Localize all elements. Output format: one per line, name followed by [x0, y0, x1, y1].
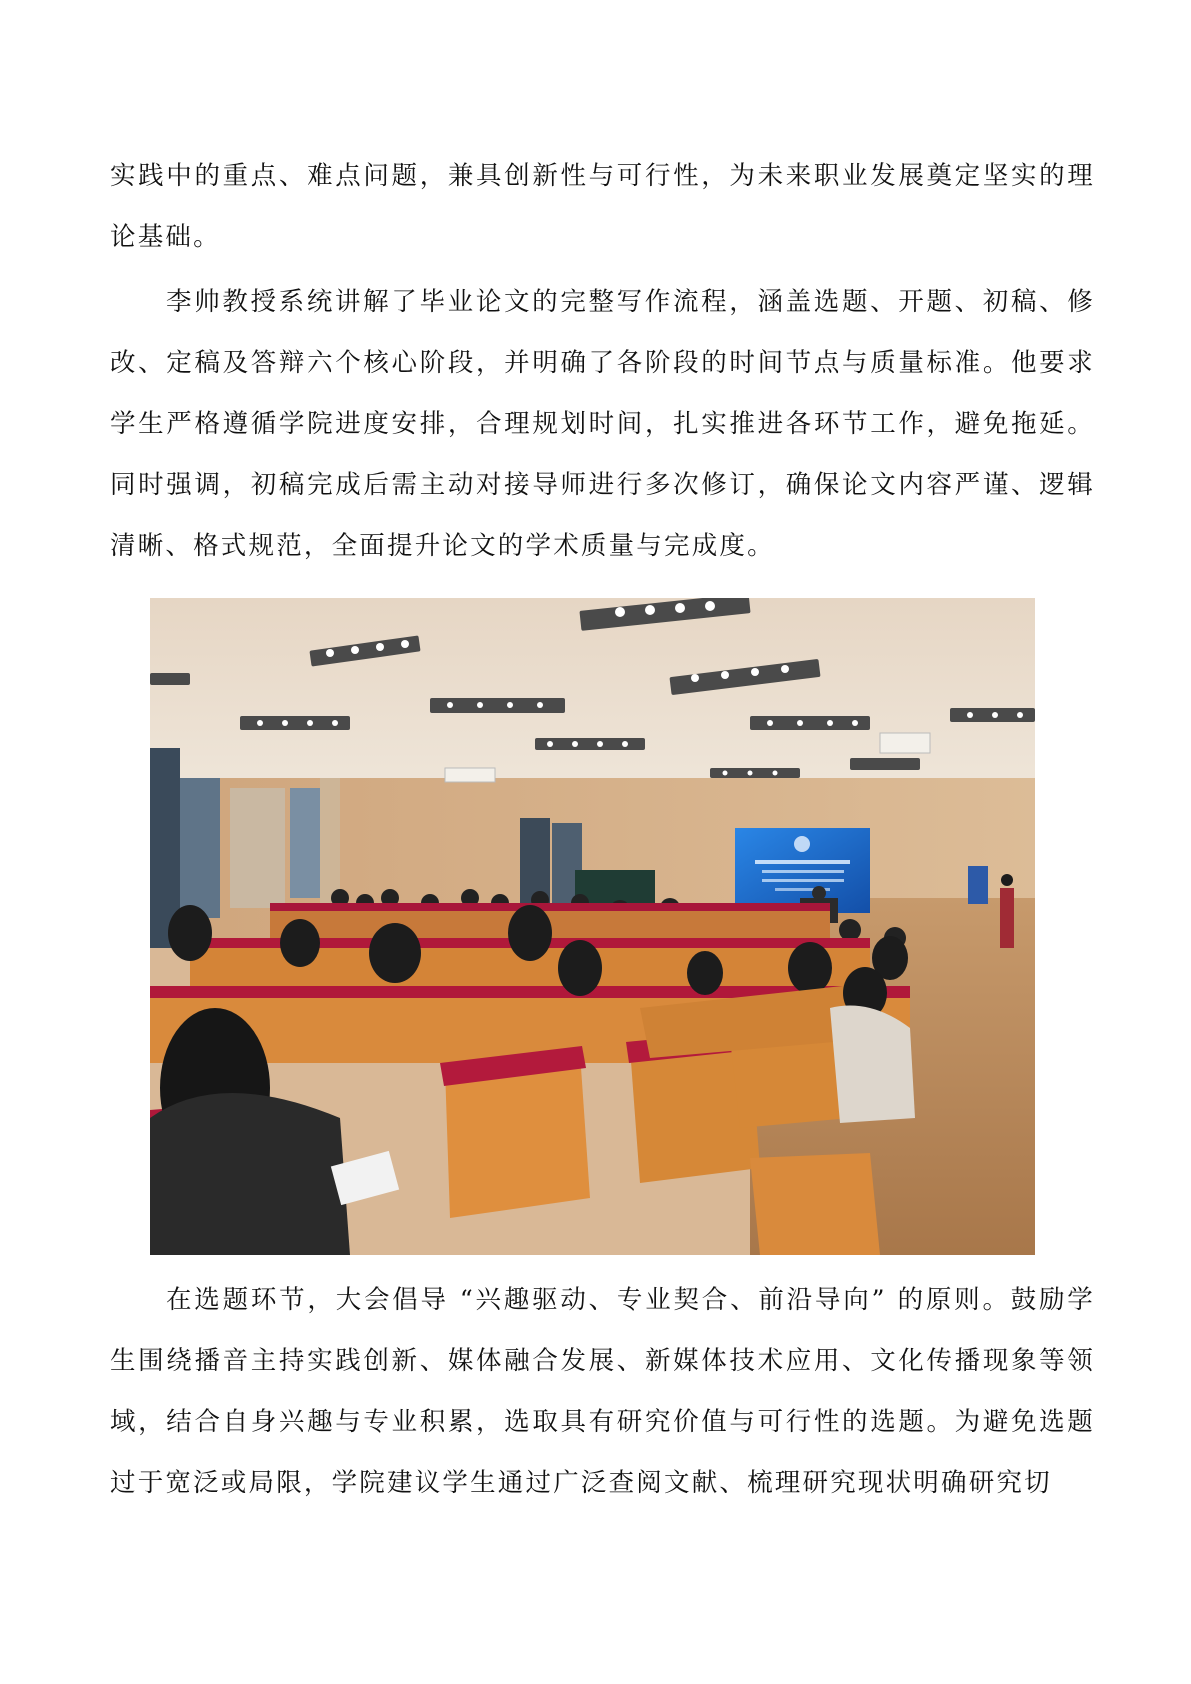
paragraph-2: 李帅教授系统讲解了毕业论文的完整写作流程，涵盖选题、开题、初稿、修改、定稿及答辩六个核心阶段，并明确了各阶段的时间节点与质量标准。他要求学生严格遵循学院进度安排，合理规划时间，扎实推进各环节工作，避免拖延。同时强调，初稿完成后需主动对接导师进行多次修订，确保论文内容严谨、逻辑清晰、格式规范，全面提升论文的学术质量与完成度。	[110, 287, 1095, 561]
lecture-hall-photo	[150, 598, 1035, 1255]
paragraph-1: 实践中的重点、难点问题，兼具创新性与可行性，为未来职业发展奠定坚实的理论基础。	[110, 161, 1095, 252]
paragraph-3: 在选题环节，大会倡导 “兴趣驱动、专业契合、前沿导向” 的原则。鼓励学生围绕播音主持实践创新、媒体融合发展、新媒体技术应用、文化传播现象等领域，结合自身兴趣与专业积累，选取具有研究价值与可行性的选题。为避免选题过于宽泛或局限，学院建议学生通过广泛查阅文献、梳理研究现状明确研究切	[110, 1285, 1095, 1498]
